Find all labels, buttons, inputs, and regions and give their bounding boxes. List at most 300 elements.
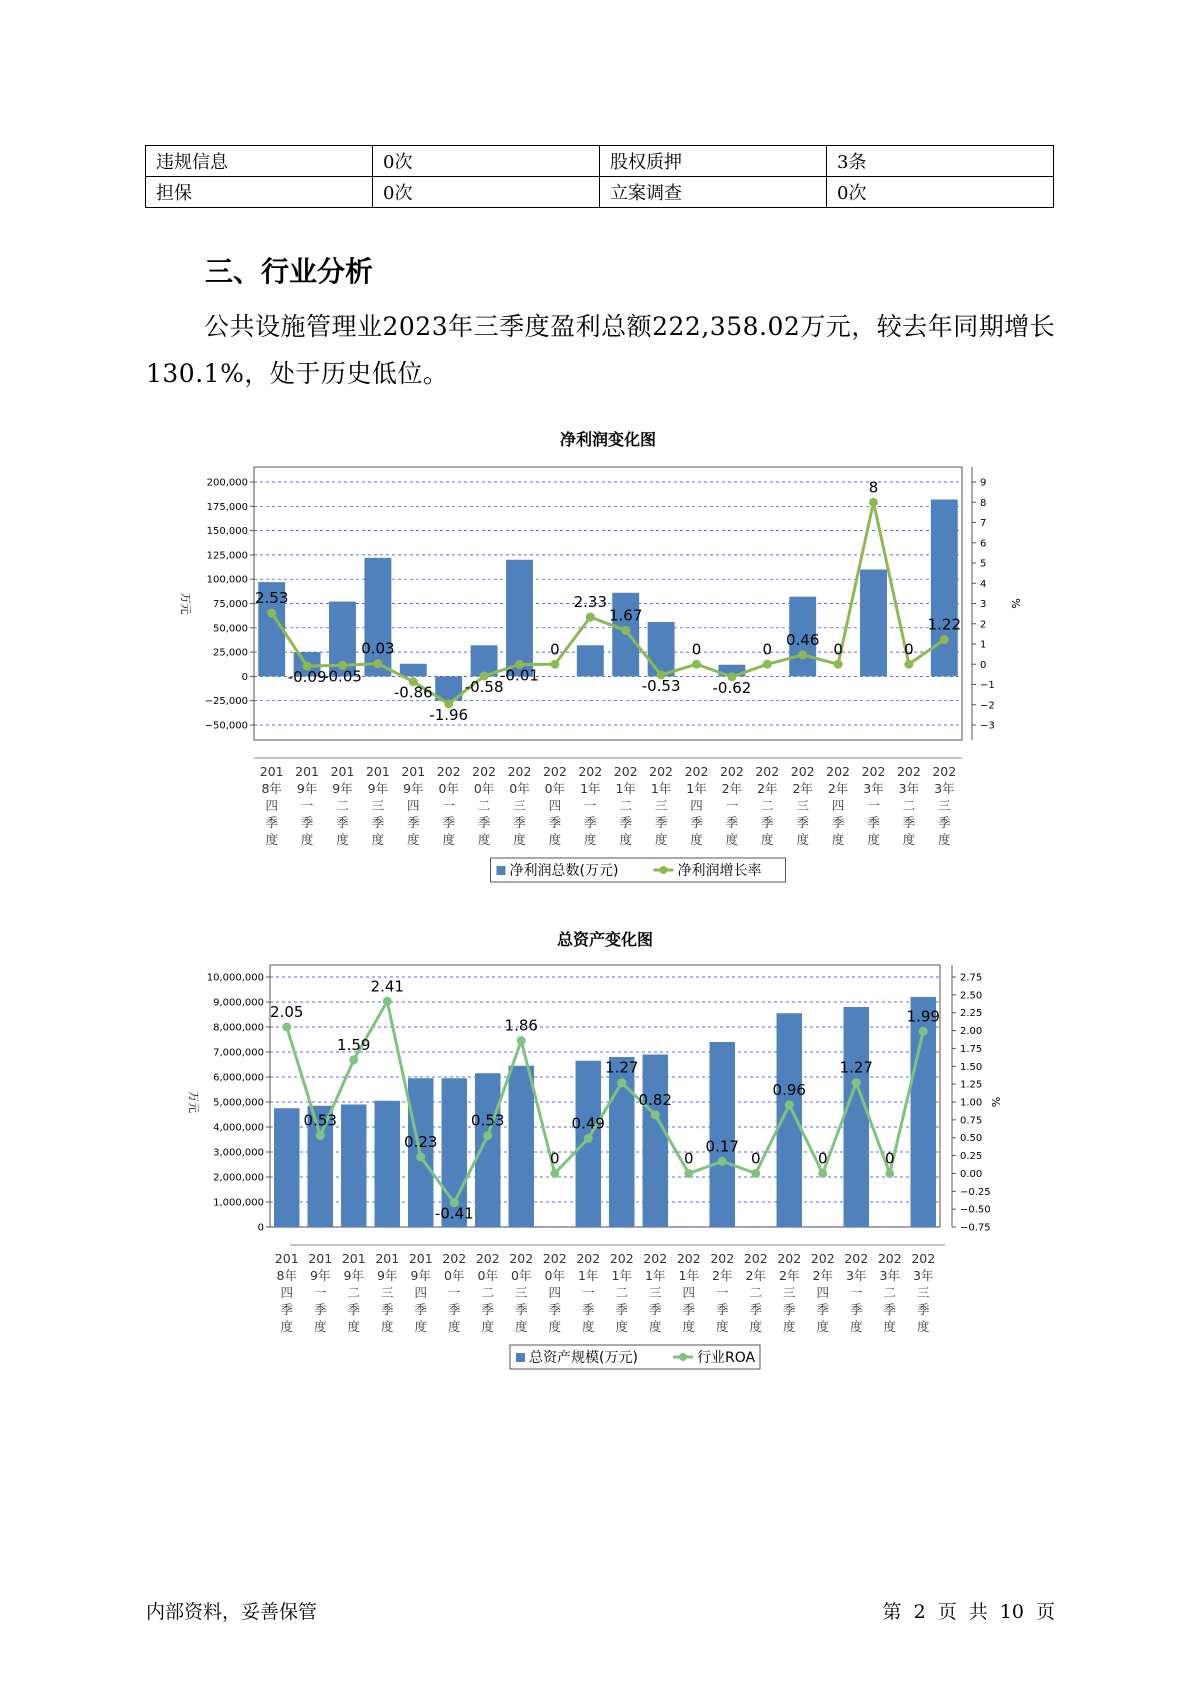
x-tick-label-line: 201 xyxy=(365,764,390,779)
y-left-tick-label: 3,000,000 xyxy=(213,1147,264,1159)
x-tick-label-line: 1年 xyxy=(580,781,601,796)
x-tick-label-line: 季 xyxy=(749,1302,763,1317)
y-right-tick-label: 6 xyxy=(980,538,987,550)
x-tick-label-line: 度 xyxy=(648,1319,662,1334)
x-tick-label-line: 度 xyxy=(280,1319,294,1334)
y-right-tick-label: 1.50 xyxy=(960,1061,983,1073)
x-tick-label-line: 2年 xyxy=(812,1268,833,1283)
x-tick-label-line: 季 xyxy=(313,1302,327,1317)
x-tick-label-line: 度 xyxy=(300,832,314,847)
data-label: -0.01 xyxy=(500,666,539,685)
x-tick-label-line: 202 xyxy=(442,1251,467,1266)
x-tick-label-line: 度 xyxy=(442,832,455,847)
bar xyxy=(577,645,604,676)
bar xyxy=(844,1007,869,1227)
x-tick-label-line: 三 xyxy=(380,1285,394,1300)
x-tick-label xyxy=(614,764,638,847)
y-left-tick-label: 0 xyxy=(257,1222,264,1234)
y-right-tick-label: 0.50 xyxy=(960,1133,983,1145)
x-tick-label-line: 202 xyxy=(475,1251,500,1266)
section-paragraph: 公共设施管理业2023年三季度盈利总额222,358.02万元，较去年同期增长130.1%，处于历史低位。 xyxy=(146,312,1056,388)
x-tick-label-line: 202 xyxy=(609,1251,634,1266)
bar xyxy=(364,558,391,677)
bar xyxy=(509,1066,534,1227)
table-cell: 担保 xyxy=(146,177,373,208)
x-tick-label-line: 2年 xyxy=(827,781,849,796)
line-point xyxy=(316,1131,325,1140)
data-label: -0.41 xyxy=(434,1204,474,1223)
line-point xyxy=(584,1134,593,1143)
legend-swatch-point xyxy=(679,1353,687,1361)
y-right-tick-label: 5 xyxy=(980,558,987,570)
x-tick-label-line: 四 xyxy=(414,1285,428,1300)
x-tick-label-line: 度 xyxy=(761,832,774,847)
x-tick-label-line: 三 xyxy=(916,1285,930,1300)
data-label: 0 xyxy=(904,640,914,659)
x-tick-label-line: 202 xyxy=(436,764,461,779)
x-tick-label-line: 9年 xyxy=(296,781,318,796)
chart-title: 净利润变化图 xyxy=(559,430,657,449)
x-tick-label-line: 季 xyxy=(682,1302,696,1317)
x-tick-label-line: 0年 xyxy=(477,1268,498,1283)
data-label: 8 xyxy=(868,478,879,497)
line-point xyxy=(586,613,595,622)
x-tick-label-line: 202 xyxy=(684,764,709,779)
y-right-tick-label: 2.75 xyxy=(960,972,983,984)
x-tick-label-line: 202 xyxy=(877,1251,902,1266)
x-tick-label-line: 9年 xyxy=(332,781,353,796)
x-tick-label-line: 0年 xyxy=(544,1268,565,1283)
x-tick-label-line: 202 xyxy=(613,764,638,779)
x-tick-label-line: 四 xyxy=(816,1285,830,1300)
y-right-tick-label: 9 xyxy=(980,477,987,489)
y-right-tick-label: 1 xyxy=(980,639,987,651)
y-right-tick-label: 0.75 xyxy=(960,1115,983,1127)
y-left-tick-label: −50,000 xyxy=(204,720,248,732)
x-tick-label-line: 季 xyxy=(548,815,562,830)
x-tick-label xyxy=(295,764,319,847)
bar xyxy=(576,1061,601,1227)
y-right-axis-label: % xyxy=(989,1096,1002,1108)
x-tick-label xyxy=(649,764,673,847)
x-tick-label-line: 度 xyxy=(690,832,703,847)
bar xyxy=(341,1105,366,1228)
data-label: -0.58 xyxy=(464,677,504,696)
footer-page-number: 第 2 页 共 10 页 xyxy=(882,1601,1055,1623)
table-cell: 0次 xyxy=(373,177,600,208)
x-tick-label-line: 201 xyxy=(295,764,320,779)
y-left-tick-label: 8,000,000 xyxy=(213,1022,264,1034)
x-tick-label-line: 季 xyxy=(513,815,526,830)
x-tick-label-line: 1年 xyxy=(611,1268,632,1283)
x-tick-label-line: 3年 xyxy=(879,1268,900,1283)
x-tick-label-line: 季 xyxy=(548,1302,562,1317)
x-tick-label-line: 3年 xyxy=(913,1268,934,1283)
data-label: 1.27 xyxy=(839,1058,873,1077)
y-right-tick-label: 2.50 xyxy=(960,990,983,1002)
x-tick-label-line: 度 xyxy=(347,1319,361,1334)
x-tick-label-line: 季 xyxy=(725,815,739,830)
data-label: 0.23 xyxy=(404,1133,438,1151)
x-tick-label xyxy=(677,1251,701,1334)
x-tick-label-line: 202 xyxy=(719,764,744,779)
line-point xyxy=(483,1131,492,1140)
x-tick-label-line: 202 xyxy=(710,1251,735,1266)
y-right-tick-label: −0.25 xyxy=(960,1186,991,1198)
data-label: 2.53 xyxy=(254,589,289,608)
x-tick-label xyxy=(862,764,886,847)
x-tick-label xyxy=(755,764,779,847)
bar xyxy=(931,499,958,676)
x-tick-label-line: 季 xyxy=(883,1302,897,1317)
x-tick-label-line: 度 xyxy=(513,832,526,847)
x-tick-label-line: 三 xyxy=(513,798,526,813)
x-tick-label-line: 度 xyxy=(902,832,916,847)
legend-label-bar: 总资产规模(万元) xyxy=(529,1350,638,1366)
y-left-tick-label: 4,000,000 xyxy=(213,1122,264,1134)
net-profit-chart xyxy=(0,415,1191,889)
x-tick-label xyxy=(401,764,425,847)
data-label: 0.53 xyxy=(303,1111,337,1130)
x-tick-label-line: 度 xyxy=(414,1319,428,1334)
data-label: 0 xyxy=(762,640,773,659)
y-right-tick-label: 7 xyxy=(980,518,987,529)
x-tick-label-line: 0年 xyxy=(473,781,495,796)
data-label: 0.53 xyxy=(471,1111,505,1130)
x-tick-label-line: 三 xyxy=(371,798,385,813)
data-label: 0.17 xyxy=(705,1137,739,1156)
net-profit-chart-svg xyxy=(0,415,1191,885)
x-tick-label xyxy=(744,1251,768,1334)
y-left-tick-label: 9,000,000 xyxy=(213,997,264,1009)
x-tick-label xyxy=(308,1251,332,1334)
x-tick-label-line: 2年 xyxy=(792,781,813,796)
x-tick-label-line: 201 xyxy=(330,764,355,779)
x-tick-label-line: 二 xyxy=(883,1285,897,1300)
legend-label-line: 净利润增长率 xyxy=(677,863,762,879)
data-label: 0 xyxy=(550,640,560,659)
y-right-tick-label: 3 xyxy=(980,599,987,610)
x-tick-label-line: 1年 xyxy=(650,781,672,796)
x-tick-label-line: 201 xyxy=(408,1251,433,1266)
total-assets-chart xyxy=(0,915,1191,1389)
line-point xyxy=(349,1055,358,1064)
x-tick-label-line: 度 xyxy=(548,832,562,847)
x-tick-label-line: 202 xyxy=(542,764,567,779)
x-tick-label-line: 202 xyxy=(676,1251,701,1266)
x-tick-label-line: 季 xyxy=(761,815,774,830)
y-left-tick-label: 175,000 xyxy=(206,501,248,513)
x-tick-label-line: 四 xyxy=(548,798,562,813)
y-right-tick-label: 1.25 xyxy=(960,1079,983,1091)
data-label: 2.41 xyxy=(370,977,404,996)
x-tick-label-line: 度 xyxy=(725,832,739,847)
x-tick-label-line: 2年 xyxy=(745,1268,766,1283)
y-right-tick-label: 1.00 xyxy=(960,1097,983,1109)
x-tick-label-line: 度 xyxy=(831,832,845,847)
x-tick-label-line: 1年 xyxy=(645,1268,666,1283)
x-tick-label-line: 四 xyxy=(690,798,703,813)
legend-swatch-bar xyxy=(516,1353,525,1362)
x-tick-label xyxy=(685,764,709,847)
footer-confidential-note: 内部资料，妥善保管 xyxy=(146,1601,318,1623)
x-tick-label-line: 一 xyxy=(581,1285,595,1300)
x-tick-label-line: 3年 xyxy=(863,781,884,796)
x-tick-label-line: 8年 xyxy=(261,781,282,796)
line-point xyxy=(651,1110,660,1119)
total-assets-chart-svg xyxy=(0,915,1191,1385)
x-tick-label-line: 1年 xyxy=(686,781,707,796)
y-right-tick-label: 0.00 xyxy=(960,1168,983,1180)
x-tick-label-line: 季 xyxy=(831,815,845,830)
x-tick-label-line: 季 xyxy=(654,815,668,830)
x-tick-label-line: 季 xyxy=(442,815,455,830)
data-label: -0.05 xyxy=(323,667,362,686)
x-tick-label-line: 季 xyxy=(447,1302,461,1317)
x-tick-label-line: 三 xyxy=(938,798,951,813)
data-label: 0 xyxy=(549,1149,560,1168)
x-tick-label-line: 季 xyxy=(280,1302,294,1317)
y-right-tick-label: −2 xyxy=(980,700,995,712)
x-tick-label-line: 一 xyxy=(442,798,455,813)
x-tick-label-line: 一 xyxy=(715,1285,729,1300)
x-tick-label-line: 一 xyxy=(725,798,739,813)
x-tick-label-line: 季 xyxy=(514,1302,528,1317)
legend-swatch-bar xyxy=(497,866,506,875)
line-point xyxy=(692,660,701,669)
x-tick-label xyxy=(366,764,390,847)
y-right-tick-label: 8 xyxy=(980,497,987,509)
x-tick-label-line: 3年 xyxy=(898,781,920,796)
x-tick-label xyxy=(508,764,532,847)
x-tick-label-line: 三 xyxy=(782,1285,796,1300)
data-label: -0.09 xyxy=(287,668,327,687)
x-tick-label-line: 二 xyxy=(336,798,349,813)
x-tick-label-line: 9年 xyxy=(403,781,424,796)
x-tick-label-line: 度 xyxy=(447,1319,461,1334)
line-point xyxy=(550,660,559,669)
x-tick-label-line: 季 xyxy=(782,1302,796,1317)
data-label: 0.46 xyxy=(785,630,820,649)
data-label: 1.86 xyxy=(504,1016,538,1035)
data-label: 1.27 xyxy=(605,1058,639,1077)
data-label: 2.05 xyxy=(270,1003,304,1021)
line-point xyxy=(550,1169,559,1178)
x-tick-label-line: 202 xyxy=(643,1251,668,1266)
bar xyxy=(400,664,427,677)
x-tick-label-line: 202 xyxy=(896,764,921,779)
x-tick-label-line: 季 xyxy=(648,1302,662,1317)
y-right-tick-label: 1.75 xyxy=(960,1043,983,1055)
y-left-tick-label: 150,000 xyxy=(206,526,248,538)
x-tick-label-line: 9年 xyxy=(310,1268,331,1283)
x-tick-label-line: 度 xyxy=(619,832,632,847)
x-tick-label-line: 一 xyxy=(867,798,880,813)
table-row xyxy=(146,146,1054,177)
data-label: 0 xyxy=(691,640,702,659)
data-label: 1.99 xyxy=(906,1007,940,1026)
x-tick-label-line: 季 xyxy=(816,1302,830,1317)
y-right-tick-label: 2 xyxy=(980,619,987,631)
x-tick-label-line: 度 xyxy=(371,832,385,847)
x-tick-label-line: 度 xyxy=(584,832,597,847)
x-tick-label-line: 202 xyxy=(911,1251,936,1266)
x-tick-label xyxy=(878,1251,902,1334)
x-tick-label-line: 0年 xyxy=(438,781,459,796)
table-cell: 3条 xyxy=(827,146,1054,177)
line-point xyxy=(869,498,878,507)
x-tick-label-line: 201 xyxy=(308,1251,333,1266)
x-tick-label-line: 季 xyxy=(380,1302,394,1317)
x-tick-label-line: 1年 xyxy=(678,1268,699,1283)
x-tick-label-line: 度 xyxy=(796,832,809,847)
x-tick-label xyxy=(437,764,461,847)
x-tick-label-line: 季 xyxy=(796,815,809,830)
x-tick-label-line: 二 xyxy=(347,1285,361,1300)
x-tick-label-line: 度 xyxy=(313,1319,327,1334)
x-tick-label xyxy=(643,1251,667,1334)
x-tick-label-line: 四 xyxy=(682,1285,696,1300)
y-left-tick-label: 2,000,000 xyxy=(213,1172,264,1184)
data-label: 2.33 xyxy=(573,593,608,612)
x-tick-label-line: 0年 xyxy=(509,781,530,796)
x-tick-label-line: 202 xyxy=(509,1251,534,1266)
x-tick-label-line: 度 xyxy=(615,1319,629,1334)
y-left-axis-label: 万元 xyxy=(179,592,192,615)
x-tick-label xyxy=(509,1251,533,1334)
x-tick-label-line: 度 xyxy=(883,1319,897,1334)
bar xyxy=(506,560,533,677)
x-tick-label-line: 度 xyxy=(715,1319,729,1334)
x-tick-label-line: 四 xyxy=(407,798,420,813)
line-point xyxy=(267,609,276,618)
x-tick-label-line: 四 xyxy=(265,798,278,813)
x-tick-label-line: 度 xyxy=(938,832,951,847)
y-right-tick-label: 0 xyxy=(980,659,987,671)
x-tick-label-line: 9年 xyxy=(367,781,389,796)
y-right-tick-label: −3 xyxy=(980,720,995,732)
data-label: 1.67 xyxy=(608,606,643,625)
x-tick-label-line: 度 xyxy=(654,832,668,847)
x-tick-label-line: 202 xyxy=(507,764,532,779)
x-tick-label-line: 2年 xyxy=(721,781,743,796)
x-tick-label xyxy=(811,1251,835,1334)
y-left-tick-label: 1,000,000 xyxy=(213,1197,264,1209)
x-tick-label-line: 202 xyxy=(578,764,603,779)
line-point xyxy=(373,659,382,668)
x-tick-label-line: 一 xyxy=(447,1285,461,1300)
data-label: 0.03 xyxy=(361,639,395,658)
line-point xyxy=(940,635,949,644)
line-point xyxy=(785,1100,794,1109)
x-tick-label-line: 度 xyxy=(407,832,420,847)
line-point xyxy=(282,1023,291,1032)
x-tick-label-line: 201 xyxy=(401,764,426,779)
x-tick-label-line: 三 xyxy=(654,798,668,813)
x-tick-label-line: 季 xyxy=(916,1302,930,1317)
x-tick-label-line: 202 xyxy=(844,1251,869,1266)
x-tick-label-line: 202 xyxy=(542,1251,567,1266)
bar xyxy=(375,1101,400,1227)
x-tick-label xyxy=(476,1251,500,1334)
x-tick-label-line: 202 xyxy=(790,764,815,779)
x-tick-label-line: 2年 xyxy=(757,781,778,796)
x-tick-label-line: 度 xyxy=(867,832,880,847)
x-tick-label-line: 二 xyxy=(749,1285,763,1300)
x-tick-label-line: 季 xyxy=(407,815,420,830)
x-tick-label-line: 二 xyxy=(902,798,916,813)
table-cell: 0次 xyxy=(827,177,1054,208)
data-label: 1.59 xyxy=(337,1035,371,1054)
x-tick-label-line: 四 xyxy=(548,1285,562,1300)
table-cell: 立案调查 xyxy=(600,177,827,208)
x-tick-label-line: 202 xyxy=(755,764,780,779)
x-tick-label-line: 度 xyxy=(816,1319,830,1334)
x-tick-label-line: 度 xyxy=(514,1319,528,1334)
x-tick-label-line: 季 xyxy=(481,1302,495,1317)
x-tick-label xyxy=(543,1251,567,1334)
x-tick-label-line: 202 xyxy=(743,1251,768,1266)
y-left-tick-label: 25,000 xyxy=(213,647,248,659)
x-tick-label-line: 2年 xyxy=(712,1268,733,1283)
data-label: -0.53 xyxy=(641,676,681,695)
data-label: 0 xyxy=(817,1149,828,1168)
x-tick-label-line: 9年 xyxy=(343,1268,364,1283)
x-tick-label xyxy=(578,764,602,847)
x-tick-label-line: 季 xyxy=(336,815,349,830)
x-tick-label xyxy=(844,1251,868,1334)
line-point xyxy=(617,1078,626,1087)
bar xyxy=(860,569,887,676)
bar xyxy=(710,1042,735,1227)
y-left-tick-label: 10,000,000 xyxy=(206,972,264,984)
y-right-tick-label: 2.00 xyxy=(960,1026,983,1038)
x-tick-label xyxy=(897,764,921,847)
y-left-tick-label: 0 xyxy=(241,671,248,683)
x-tick-label-line: 季 xyxy=(371,815,385,830)
bar xyxy=(643,1055,668,1228)
chart-title: 总资产变化图 xyxy=(556,930,654,949)
y-right-tick-label: −0.75 xyxy=(960,1222,991,1234)
x-tick-label-line: 四 xyxy=(831,798,845,813)
x-tick-label-line: 季 xyxy=(300,815,314,830)
x-tick-label-line: 0年 xyxy=(511,1268,532,1283)
x-tick-label-line: 度 xyxy=(682,1319,696,1334)
line-point xyxy=(517,1036,526,1045)
x-tick-label-line: 0年 xyxy=(444,1268,465,1283)
x-tick-label xyxy=(911,1251,935,1334)
x-tick-label-line: 1年 xyxy=(578,1268,599,1283)
x-tick-label xyxy=(472,764,496,847)
x-tick-label xyxy=(576,1251,600,1334)
x-tick-label-line: 202 xyxy=(932,764,957,779)
legend-label-bar: 净利润总数(万元) xyxy=(509,863,619,879)
x-tick-label xyxy=(409,1251,433,1334)
data-label: 0 xyxy=(833,640,843,659)
x-tick-label-line: 季 xyxy=(477,815,491,830)
x-tick-label xyxy=(710,1251,734,1334)
x-tick-label-line: 度 xyxy=(336,832,349,847)
line-point xyxy=(834,660,843,669)
x-tick-label-line: 201 xyxy=(341,1251,366,1266)
y-left-tick-label: 6,000,000 xyxy=(213,1072,264,1084)
x-tick-label-line: 度 xyxy=(548,1319,562,1334)
x-tick-label-line: 季 xyxy=(414,1302,428,1317)
data-label: -1.96 xyxy=(429,705,469,724)
y-left-tick-label: 125,000 xyxy=(206,550,248,562)
x-tick-label-line: 二 xyxy=(761,798,774,813)
x-tick-label-line: 度 xyxy=(477,832,491,847)
